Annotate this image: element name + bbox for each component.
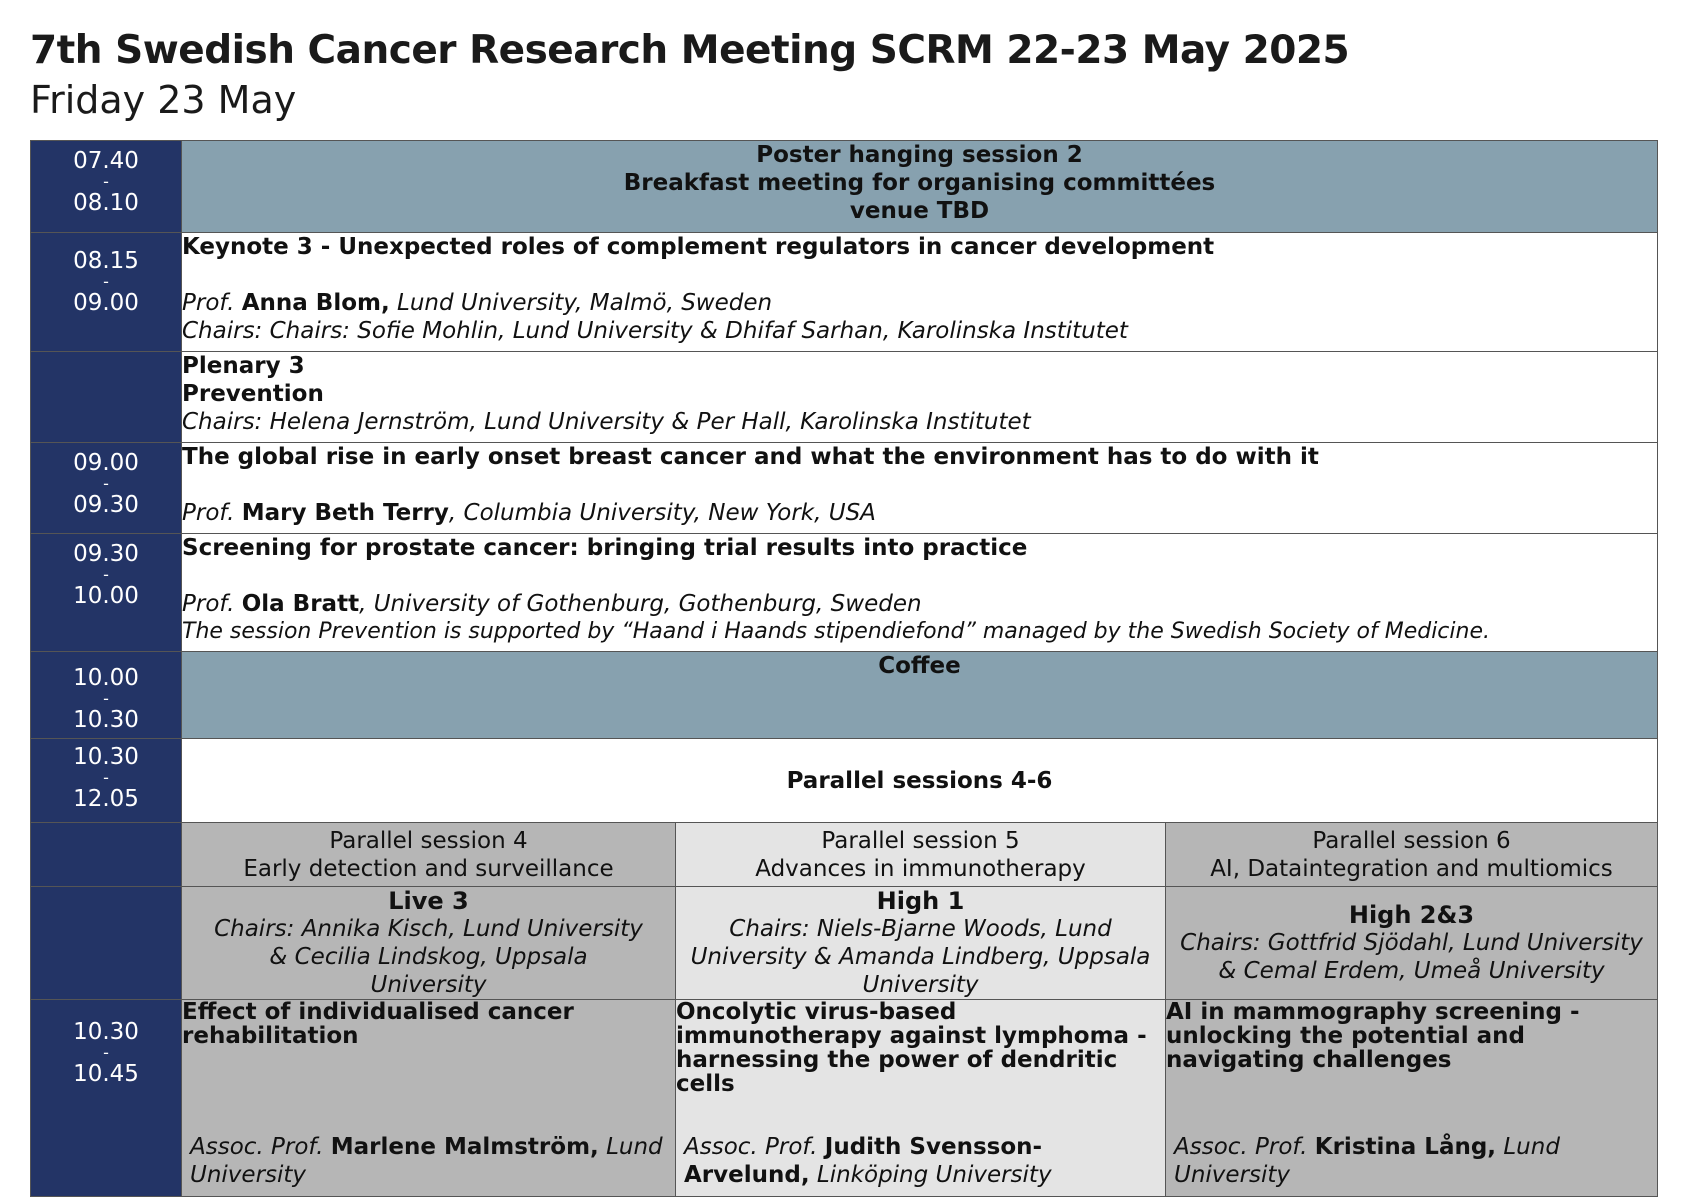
session-room: Live 3 — [388, 887, 469, 915]
speaker-name: Judith Svensson-Arvelund, — [684, 1134, 1043, 1188]
speaker-affiliation: , University of Gothenburg, Gothenburg, Sweden — [359, 591, 922, 617]
session-support-note: The session Prevention is supported by “Haand i Haands stipendiefond” managed by the Swedish Society of Medicine. — [182, 619, 1490, 644]
time-dash: - — [103, 172, 109, 191]
parallel-talk-cell — [1166, 1000, 1658, 1197]
time-dash: - — [103, 1043, 109, 1062]
time-dash: - — [103, 272, 109, 291]
time-start: 08.15 — [73, 248, 139, 274]
time-end: 12.05 — [73, 786, 139, 812]
time-dash: - — [103, 689, 109, 708]
poster-line-1: Poster hanging session 2 — [756, 142, 1083, 168]
time-start: 09.30 — [73, 541, 139, 567]
talk-title: Screening for prostate cancer: bringing trial results into practice — [182, 535, 1028, 561]
keynote-chairs: Chairs: Chairs: Sofie Mohlin, Lund University & Dhifaf Sarhan, Karolinska Institutet — [182, 318, 1128, 344]
time-cell — [31, 352, 182, 443]
talk-title: Oncolytic virus-based immunotherapy against lymphoma -harnessing the power of dendritic cells — [676, 999, 1147, 1097]
speaker-affiliation: , Columbia University, New York, USA — [448, 500, 876, 526]
talk-speaker — [1174, 1133, 1649, 1189]
table-row — [31, 823, 1658, 887]
time-cell — [31, 823, 182, 887]
session-topic: AI, Dataintegration and multiomics — [1210, 855, 1613, 882]
time-end: 09.30 — [73, 492, 139, 518]
talk-title: Effect of individualised cancer rehabilitation — [182, 999, 574, 1049]
poster-session-cell — [182, 141, 1658, 233]
time-dash: - — [103, 565, 109, 584]
speaker-affiliation: Lund University — [1174, 1134, 1560, 1188]
parallel-talk-cell — [676, 1000, 1166, 1197]
speaker-name: Mary Beth Terry — [241, 500, 449, 526]
session-room: High 1 — [876, 887, 965, 915]
time-start: 10.00 — [73, 665, 139, 691]
talk-cell — [182, 534, 1658, 652]
keynote-title: Keynote 3 - Unexpected roles of complement regulators in cancer development — [182, 234, 1215, 260]
time-end: 08.10 — [73, 190, 139, 216]
session-room-cell — [676, 887, 1166, 1000]
talk-speaker — [190, 1133, 667, 1189]
time-end: 10.45 — [73, 1061, 139, 1087]
session-room: High 2&3 — [1348, 901, 1475, 929]
table-row — [31, 652, 1658, 739]
table-row — [31, 534, 1658, 652]
session-name: Parallel session 5 — [821, 827, 1020, 854]
table-row — [31, 1000, 1658, 1197]
session-name: Parallel session 4 — [329, 827, 528, 854]
keynote-cell — [182, 233, 1658, 352]
parallel-sessions-label: Parallel sessions 4-6 — [786, 767, 1053, 794]
time-dash: - — [103, 474, 109, 493]
schedule-table — [30, 140, 1658, 1197]
talk-speaker — [182, 590, 1657, 618]
speaker-prefix: Assoc. Prof. — [190, 1134, 324, 1160]
session-room-cell — [1166, 887, 1658, 1000]
speaker-affiliation: Lund University, Malmö, Sweden — [397, 290, 773, 316]
session-chairs: Chairs: Annika Kisch, Lund University & Cecilia Lindskog, Uppsala University — [214, 916, 643, 998]
coffee-cell — [182, 652, 1658, 739]
plenary-topic: Prevention — [182, 381, 324, 407]
time-cell — [31, 887, 182, 1000]
parallel-sessions-cell — [182, 739, 1658, 823]
speaker-prefix: Assoc. Prof. — [1174, 1134, 1308, 1160]
speaker-name: Kristina Lång, — [1314, 1134, 1497, 1160]
session-name: Parallel session 6 — [1312, 827, 1511, 854]
talk-cell — [182, 443, 1658, 534]
time-end: 10.30 — [73, 707, 139, 733]
table-row — [31, 739, 1658, 823]
time-cell — [31, 141, 182, 233]
talk-title: The global rise in early onset breast cancer and what the environment has to do with it — [182, 444, 1319, 470]
poster-line-2: Breakfast meeting for organising committées — [623, 170, 1216, 196]
keynote-speaker — [182, 289, 1657, 317]
session-header-cell — [676, 823, 1166, 887]
poster-line-3: venue TBD — [849, 198, 990, 224]
plenary-cell — [182, 352, 1658, 443]
time-dash: - — [103, 768, 109, 787]
time-cell — [31, 1000, 182, 1197]
plenary-chairs: Chairs: Helena Jernström, Lund University & Per Hall, Karolinska Institutet — [182, 409, 1031, 435]
table-row — [31, 887, 1658, 1000]
talk-speaker — [182, 499, 1657, 527]
time-end: 09.00 — [73, 290, 139, 316]
talk-title: AI in mammography screening - unlocking the potential and navigating challenges — [1166, 999, 1580, 1073]
speaker-prefix: Prof. — [182, 591, 235, 617]
time-cell — [31, 652, 182, 739]
time-cell — [31, 233, 182, 352]
plenary-title: Plenary 3 — [182, 353, 305, 379]
page-subtitle: Friday 23 May — [30, 78, 297, 122]
speaker-affiliation: Linköping University — [816, 1162, 1052, 1188]
session-topic: Early detection and surveillance — [243, 855, 614, 882]
time-end: 10.00 — [73, 583, 139, 609]
time-start: 09.00 — [73, 450, 139, 476]
speaker-prefix: Assoc. Prof. — [684, 1134, 818, 1160]
speaker-name: Anna Blom, — [241, 290, 390, 316]
time-cell — [31, 443, 182, 534]
session-header-cell — [182, 823, 676, 887]
session-header-cell — [1166, 823, 1658, 887]
table-row — [31, 233, 1658, 352]
table-row — [31, 141, 1658, 233]
talk-speaker — [684, 1133, 1157, 1189]
session-topic: Advances in immunotherapy — [755, 855, 1086, 882]
speaker-affiliation: Lund University — [190, 1134, 663, 1188]
parallel-talk-cell — [182, 1000, 676, 1197]
page-title: 7th Swedish Cancer Research Meeting SCRM 22-23 May 2025 — [30, 28, 1350, 73]
session-room-cell — [182, 887, 676, 1000]
time-cell — [31, 534, 182, 652]
time-start: 10.30 — [73, 1019, 139, 1045]
session-chairs: Chairs: Gottfrid Sjödahl, Lund University & Cemal Erdem, Umeå University — [1180, 930, 1643, 984]
time-start: 10.30 — [73, 744, 139, 770]
time-start: 07.40 — [73, 148, 139, 174]
table-row — [31, 443, 1658, 534]
speaker-prefix: Prof. — [182, 290, 235, 316]
table-row — [31, 352, 1658, 443]
speaker-name: Ola Bratt — [241, 591, 360, 617]
speaker-name: Marlene Malmström, — [330, 1134, 599, 1160]
session-chairs: Chairs: Niels-Bjarne Woods, Lund University & Amanda Lindberg, Uppsala University — [690, 916, 1151, 998]
speaker-prefix: Prof. — [182, 500, 235, 526]
time-cell — [31, 739, 182, 823]
coffee-label: Coffee — [878, 653, 961, 679]
